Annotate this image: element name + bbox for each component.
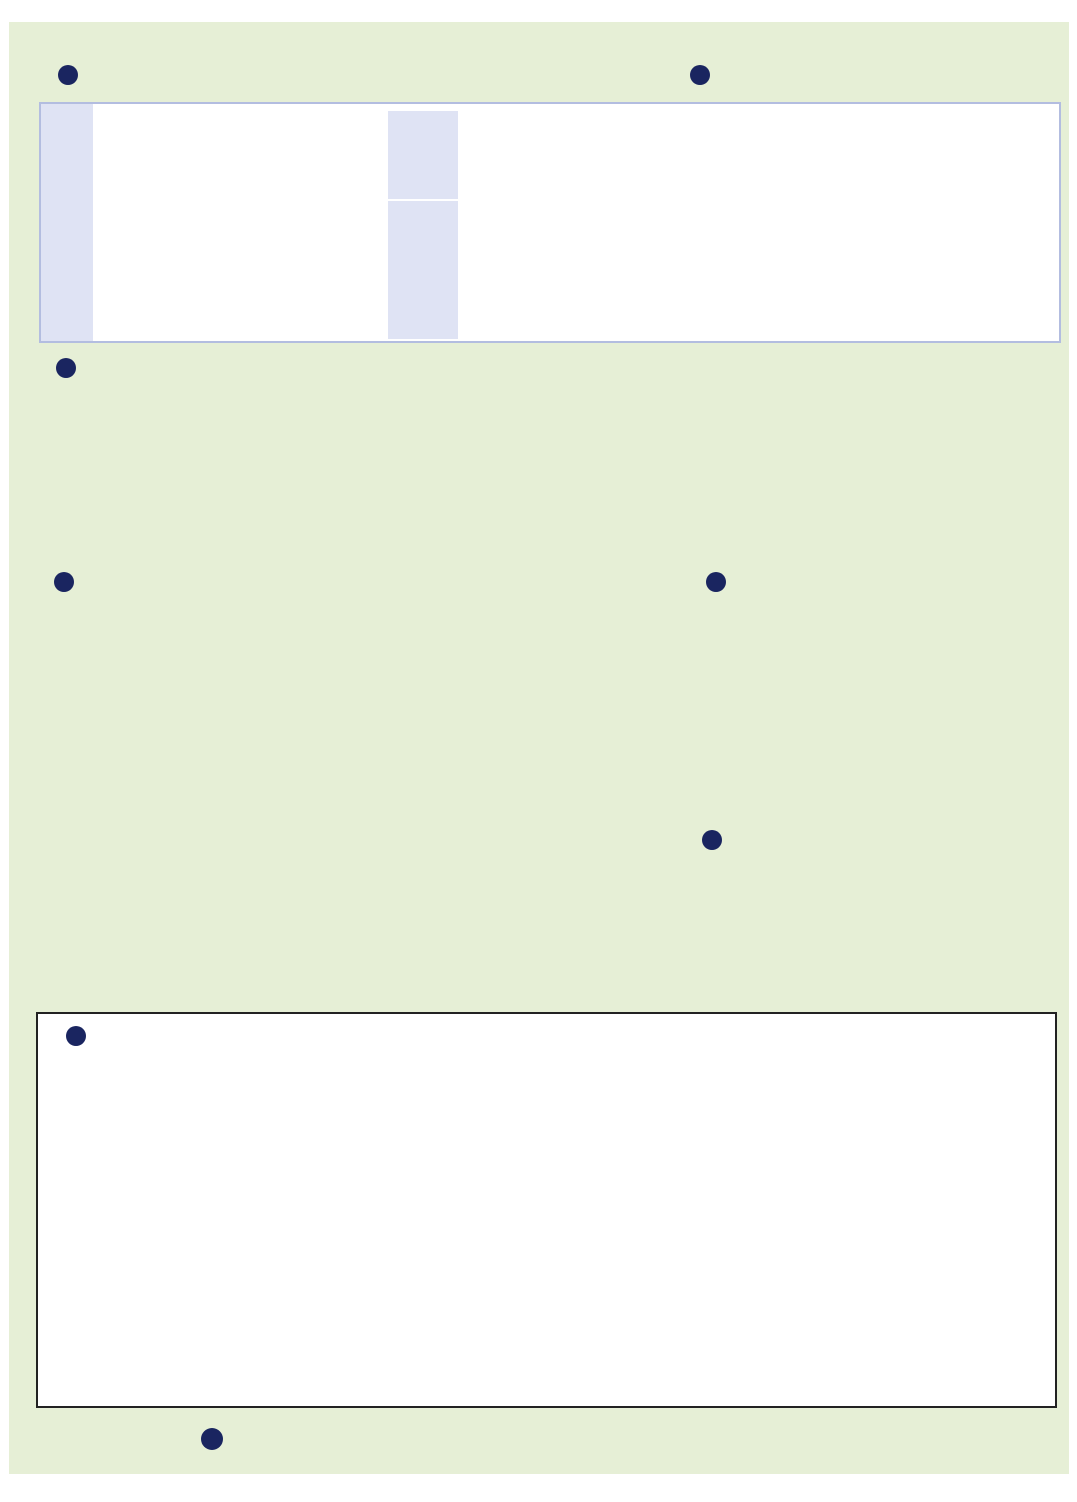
- saturday-label-cell: [388, 111, 458, 199]
- believers-heading: [702, 830, 730, 850]
- bullet-icon: [56, 358, 76, 378]
- offering-heading: [690, 65, 718, 85]
- bullet-icon: [66, 1026, 86, 1046]
- weekday-label-cell: [41, 104, 93, 341]
- mass-times-heading: [58, 65, 86, 85]
- sunday-liturgy-heading: [54, 572, 82, 592]
- sunday-label-cell: [388, 201, 458, 339]
- bullet-icon: [690, 65, 710, 85]
- service-heading: [66, 1026, 94, 1046]
- page-number: [201, 1428, 223, 1450]
- bullet-icon: [702, 830, 722, 850]
- mass-offering-box: [39, 102, 1061, 343]
- accounts-heading: [56, 358, 90, 378]
- bullet-icon: [58, 65, 78, 85]
- service-box: [36, 1012, 1057, 1408]
- bullet-icon: [706, 572, 726, 592]
- chuseok-heading: [706, 572, 734, 592]
- bullet-icon: [54, 572, 74, 592]
